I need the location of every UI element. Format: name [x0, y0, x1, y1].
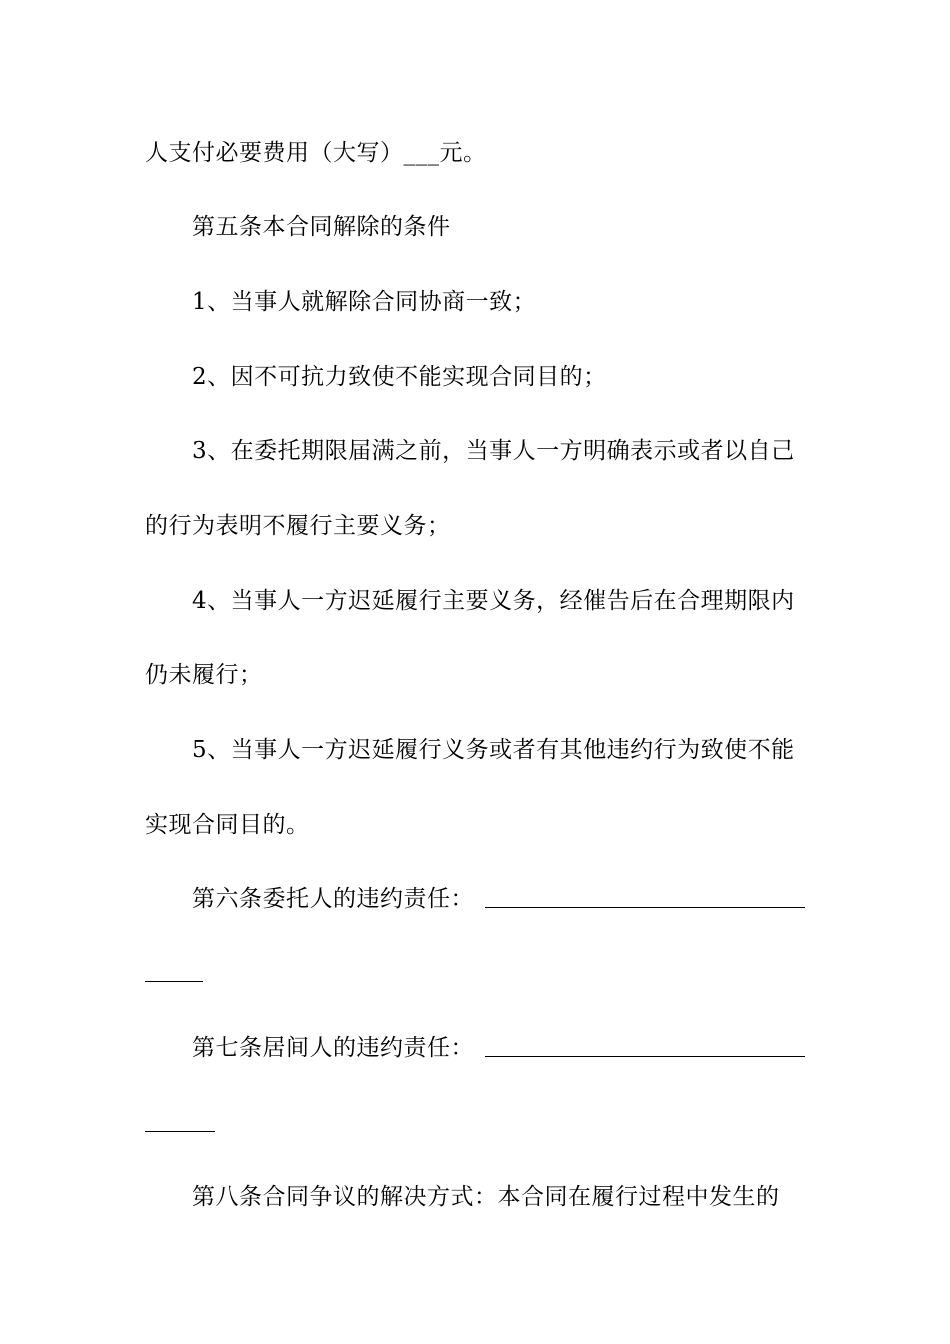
article-5-heading: 第五条本合同解除的条件: [192, 214, 451, 240]
article-6-fill-blank: [485, 907, 805, 908]
paragraph-line-1: 人支付必要费用（大写）___元。: [145, 140, 487, 166]
article-6-label: 第六条委托人的违约责任：: [192, 886, 474, 912]
clause-5-2: 2、因不可抗力致使不能实现合同目的；: [192, 364, 607, 390]
article-7-fill-blank: [485, 1056, 805, 1057]
clause-5-3-line-1: 3、在委托期限届满之前，当事人一方明确表示或者以自己: [192, 438, 795, 464]
clause-5-4-line-1: 4、当事人一方迟延履行主要义务，经催告后在合理期限内: [192, 588, 795, 614]
clause-5-5-line-2: 实现合同目的。: [145, 812, 310, 838]
clause-5-3-line-2: 的行为表明不履行主要义务；: [145, 513, 451, 539]
article-6-heading: [192, 884, 857, 914]
article-7-fill-blank-continued: [145, 1131, 215, 1132]
article-7-label: 第七条居间人的违约责任：: [192, 1035, 474, 1061]
article-8-line-1: 第八条合同争议的解决方式：本合同在履行过程中发生的: [192, 1184, 780, 1210]
clause-5-4-line-2: 仍未履行；: [145, 662, 263, 688]
article-6-fill-blank-continued: [145, 981, 203, 982]
article-7-heading: [192, 1033, 857, 1063]
clause-5-5-line-1: 5、当事人一方迟延履行义务或者有其他违约行为致使不能: [192, 737, 795, 763]
clause-5-1: 1、当事人就解除合同协商一致；: [192, 289, 537, 315]
